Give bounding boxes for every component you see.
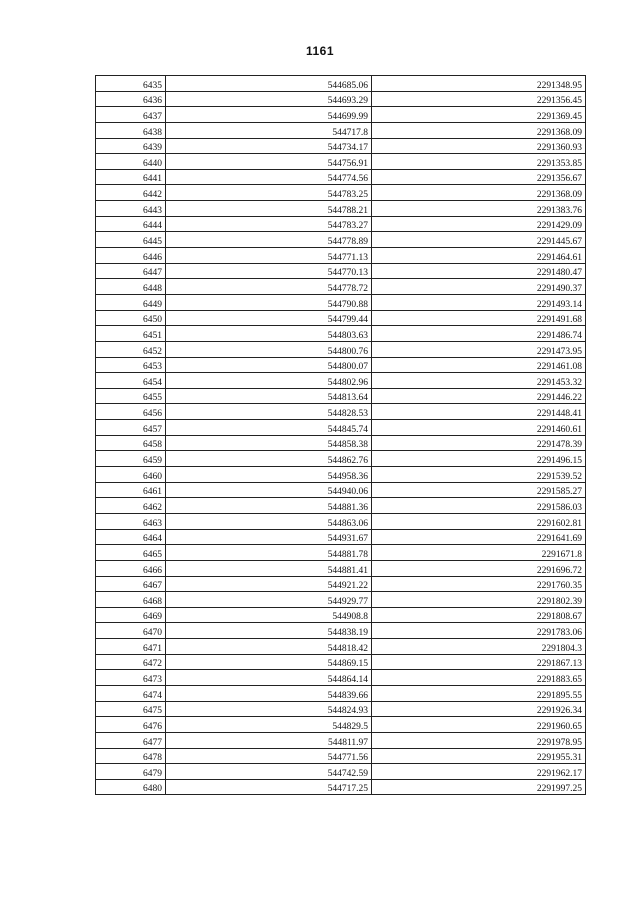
- table-row: [96, 607, 586, 623]
- x-coordinate-cell: 544862.76: [166, 451, 372, 467]
- y-coordinate-cell: 2291671.8: [372, 545, 586, 561]
- x-coordinate-cell: 544802.96: [166, 373, 372, 389]
- x-coordinate-cell: 544931.67: [166, 529, 372, 545]
- y-coordinate-cell: 2291353.85: [372, 154, 586, 170]
- point-number-cell: 6453: [96, 357, 166, 373]
- y-coordinate-cell: 2291586.03: [372, 498, 586, 514]
- point-number-cell: 6446: [96, 248, 166, 264]
- x-coordinate-cell: 544818.42: [166, 639, 372, 655]
- x-coordinate-cell: 544813.64: [166, 388, 372, 404]
- table-row: [96, 373, 586, 389]
- x-coordinate-cell: 544839.66: [166, 685, 372, 701]
- x-coordinate-cell: 544864.14: [166, 670, 372, 686]
- table-row: [96, 482, 586, 498]
- point-number-cell: 6472: [96, 654, 166, 670]
- table-row: [96, 357, 586, 373]
- point-number-cell: 6435: [96, 76, 166, 92]
- x-coordinate-cell: 544940.06: [166, 482, 372, 498]
- point-number-cell: 6467: [96, 576, 166, 592]
- point-number-cell: 6473: [96, 670, 166, 686]
- table-row: [96, 138, 586, 154]
- x-coordinate-cell: 544958.36: [166, 467, 372, 483]
- point-number-cell: 6464: [96, 529, 166, 545]
- y-coordinate-cell: 2291369.45: [372, 107, 586, 123]
- point-number-cell: 6443: [96, 201, 166, 217]
- table-row: [96, 592, 586, 608]
- point-number-cell: 6438: [96, 122, 166, 138]
- table-row: [96, 467, 586, 483]
- x-coordinate-cell: 544908.8: [166, 607, 372, 623]
- table-row: [96, 545, 586, 561]
- x-coordinate-cell: 544828.53: [166, 404, 372, 420]
- y-coordinate-cell: 2291539.52: [372, 467, 586, 483]
- x-coordinate-cell: 544778.89: [166, 232, 372, 248]
- table-row: [96, 685, 586, 701]
- table-row: [96, 748, 586, 764]
- table-row: [96, 717, 586, 733]
- x-coordinate-cell: 544756.91: [166, 154, 372, 170]
- y-coordinate-cell: 2291448.41: [372, 404, 586, 420]
- x-coordinate-cell: 544921.22: [166, 576, 372, 592]
- y-coordinate-cell: 2291978.95: [372, 732, 586, 748]
- x-coordinate-cell: 544770.13: [166, 263, 372, 279]
- x-coordinate-cell: 544863.06: [166, 513, 372, 529]
- y-coordinate-cell: 2291446.22: [372, 388, 586, 404]
- table-row: [96, 670, 586, 686]
- y-coordinate-cell: 2291480.47: [372, 263, 586, 279]
- point-number-cell: 6448: [96, 279, 166, 295]
- table-row: [96, 154, 586, 170]
- y-coordinate-cell: 2291360.93: [372, 138, 586, 154]
- point-number-cell: 6437: [96, 107, 166, 123]
- y-coordinate-cell: 2291486.74: [372, 326, 586, 342]
- point-number-cell: 6460: [96, 467, 166, 483]
- x-coordinate-cell: 544778.72: [166, 279, 372, 295]
- point-number-cell: 6436: [96, 91, 166, 107]
- y-coordinate-cell: 2291460.61: [372, 420, 586, 436]
- x-coordinate-cell: 544783.27: [166, 216, 372, 232]
- point-number-cell: 6445: [96, 232, 166, 248]
- x-coordinate-cell: 544717.8: [166, 122, 372, 138]
- table-row: [96, 185, 586, 201]
- table-row: [96, 451, 586, 467]
- point-number-cell: 6458: [96, 435, 166, 451]
- point-number-cell: 6470: [96, 623, 166, 639]
- point-number-cell: 6474: [96, 685, 166, 701]
- table-row: [96, 388, 586, 404]
- point-number-cell: 6439: [96, 138, 166, 154]
- point-number-cell: 6475: [96, 701, 166, 717]
- x-coordinate-cell: 544811.97: [166, 732, 372, 748]
- point-number-cell: 6463: [96, 513, 166, 529]
- y-coordinate-cell: 2291883.65: [372, 670, 586, 686]
- y-coordinate-cell: 2291962.17: [372, 764, 586, 780]
- point-number-cell: 6456: [96, 404, 166, 420]
- table-row: [96, 529, 586, 545]
- point-number-cell: 6455: [96, 388, 166, 404]
- y-coordinate-cell: 2291429.09: [372, 216, 586, 232]
- table-row: [96, 420, 586, 436]
- table-row: [96, 701, 586, 717]
- table-row: [96, 764, 586, 780]
- table-row: [96, 404, 586, 420]
- x-coordinate-cell: 544800.76: [166, 341, 372, 357]
- x-coordinate-cell: 544693.29: [166, 91, 372, 107]
- y-coordinate-cell: 2291464.61: [372, 248, 586, 264]
- table-row: [96, 201, 586, 217]
- y-coordinate-cell: 2291641.69: [372, 529, 586, 545]
- y-coordinate-cell: 2291804.3: [372, 639, 586, 655]
- x-coordinate-cell: 544742.59: [166, 764, 372, 780]
- y-coordinate-cell: 2291783.06: [372, 623, 586, 639]
- y-coordinate-cell: 2291867.13: [372, 654, 586, 670]
- x-coordinate-cell: 544717.25: [166, 779, 372, 795]
- point-number-cell: 6480: [96, 779, 166, 795]
- x-coordinate-cell: 544783.25: [166, 185, 372, 201]
- point-number-cell: 6478: [96, 748, 166, 764]
- x-coordinate-cell: 544771.56: [166, 748, 372, 764]
- y-coordinate-cell: 2291997.25: [372, 779, 586, 795]
- point-number-cell: 6452: [96, 341, 166, 357]
- y-coordinate-cell: 2291926.34: [372, 701, 586, 717]
- y-coordinate-cell: 2291496.15: [372, 451, 586, 467]
- y-coordinate-cell: 2291895.55: [372, 685, 586, 701]
- table-row: [96, 279, 586, 295]
- table-row: [96, 169, 586, 185]
- point-number-cell: 6457: [96, 420, 166, 436]
- y-coordinate-cell: 2291808.67: [372, 607, 586, 623]
- x-coordinate-cell: 544858.38: [166, 435, 372, 451]
- x-coordinate-cell: 544788.21: [166, 201, 372, 217]
- y-coordinate-cell: 2291491.68: [372, 310, 586, 326]
- x-coordinate-cell: 544774.56: [166, 169, 372, 185]
- x-coordinate-cell: 544799.44: [166, 310, 372, 326]
- x-coordinate-cell: 544685.06: [166, 76, 372, 92]
- y-coordinate-cell: 2291760.35: [372, 576, 586, 592]
- y-coordinate-cell: 2291445.67: [372, 232, 586, 248]
- x-coordinate-cell: 544881.36: [166, 498, 372, 514]
- point-number-cell: 6479: [96, 764, 166, 780]
- x-coordinate-cell: 544771.13: [166, 248, 372, 264]
- table-row: [96, 560, 586, 576]
- x-coordinate-cell: 544881.78: [166, 545, 372, 561]
- point-number-cell: 6461: [96, 482, 166, 498]
- table-row: [96, 513, 586, 529]
- x-coordinate-cell: 544845.74: [166, 420, 372, 436]
- y-coordinate-cell: 2291473.95: [372, 341, 586, 357]
- table-row: [96, 91, 586, 107]
- table-row: [96, 326, 586, 342]
- x-coordinate-cell: 544829.5: [166, 717, 372, 733]
- y-coordinate-cell: 2291960.65: [372, 717, 586, 733]
- table-row: [96, 779, 586, 795]
- table-row: [96, 216, 586, 232]
- table-row: [96, 576, 586, 592]
- table-row: [96, 122, 586, 138]
- point-number-cell: 6477: [96, 732, 166, 748]
- table-row: [96, 341, 586, 357]
- point-number-cell: 6466: [96, 560, 166, 576]
- x-coordinate-cell: 544699.99: [166, 107, 372, 123]
- table-row: [96, 76, 586, 92]
- y-coordinate-cell: 2291348.95: [372, 76, 586, 92]
- table-row: [96, 732, 586, 748]
- coordinates-table-body: [96, 76, 586, 795]
- y-coordinate-cell: 2291602.81: [372, 513, 586, 529]
- x-coordinate-cell: 544800.07: [166, 357, 372, 373]
- table-row: [96, 248, 586, 264]
- y-coordinate-cell: 2291585.27: [372, 482, 586, 498]
- point-number-cell: 6444: [96, 216, 166, 232]
- x-coordinate-cell: 544869.15: [166, 654, 372, 670]
- x-coordinate-cell: 544838.19: [166, 623, 372, 639]
- point-number-cell: 6471: [96, 639, 166, 655]
- x-coordinate-cell: 544790.88: [166, 294, 372, 310]
- page-number: 1161: [305, 44, 335, 58]
- table-row: [96, 232, 586, 248]
- y-coordinate-cell: 2291493.14: [372, 294, 586, 310]
- x-coordinate-cell: 544803.63: [166, 326, 372, 342]
- point-number-cell: 6459: [96, 451, 166, 467]
- x-coordinate-cell: 544929.77: [166, 592, 372, 608]
- x-coordinate-cell: 544734.17: [166, 138, 372, 154]
- point-number-cell: 6442: [96, 185, 166, 201]
- point-number-cell: 6462: [96, 498, 166, 514]
- x-coordinate-cell: 544881.41: [166, 560, 372, 576]
- point-number-cell: 6476: [96, 717, 166, 733]
- table-row: [96, 310, 586, 326]
- point-number-cell: 6450: [96, 310, 166, 326]
- y-coordinate-cell: 2291453.32: [372, 373, 586, 389]
- x-coordinate-cell: 544824.93: [166, 701, 372, 717]
- point-number-cell: 6469: [96, 607, 166, 623]
- y-coordinate-cell: 2291356.45: [372, 91, 586, 107]
- y-coordinate-cell: 2291368.09: [372, 122, 586, 138]
- table-row: [96, 263, 586, 279]
- point-number-cell: 6454: [96, 373, 166, 389]
- point-number-cell: 6451: [96, 326, 166, 342]
- y-coordinate-cell: 2291955.31: [372, 748, 586, 764]
- point-number-cell: 6441: [96, 169, 166, 185]
- y-coordinate-cell: 2291802.39: [372, 592, 586, 608]
- table-row: [96, 639, 586, 655]
- point-number-cell: 6447: [96, 263, 166, 279]
- point-number-cell: 6440: [96, 154, 166, 170]
- table-row: [96, 623, 586, 639]
- point-number-cell: 6465: [96, 545, 166, 561]
- y-coordinate-cell: 2291383.76: [372, 201, 586, 217]
- y-coordinate-cell: 2291461.08: [372, 357, 586, 373]
- table-row: [96, 107, 586, 123]
- table-row: [96, 294, 586, 310]
- table-row: [96, 498, 586, 514]
- y-coordinate-cell: 2291356.67: [372, 169, 586, 185]
- y-coordinate-cell: 2291368.09: [372, 185, 586, 201]
- coordinates-table: [95, 75, 586, 795]
- y-coordinate-cell: 2291696.72: [372, 560, 586, 576]
- point-number-cell: 6468: [96, 592, 166, 608]
- point-number-cell: 6449: [96, 294, 166, 310]
- table-row: [96, 435, 586, 451]
- y-coordinate-cell: 2291490.37: [372, 279, 586, 295]
- y-coordinate-cell: 2291478.39: [372, 435, 586, 451]
- table-row: [96, 654, 586, 670]
